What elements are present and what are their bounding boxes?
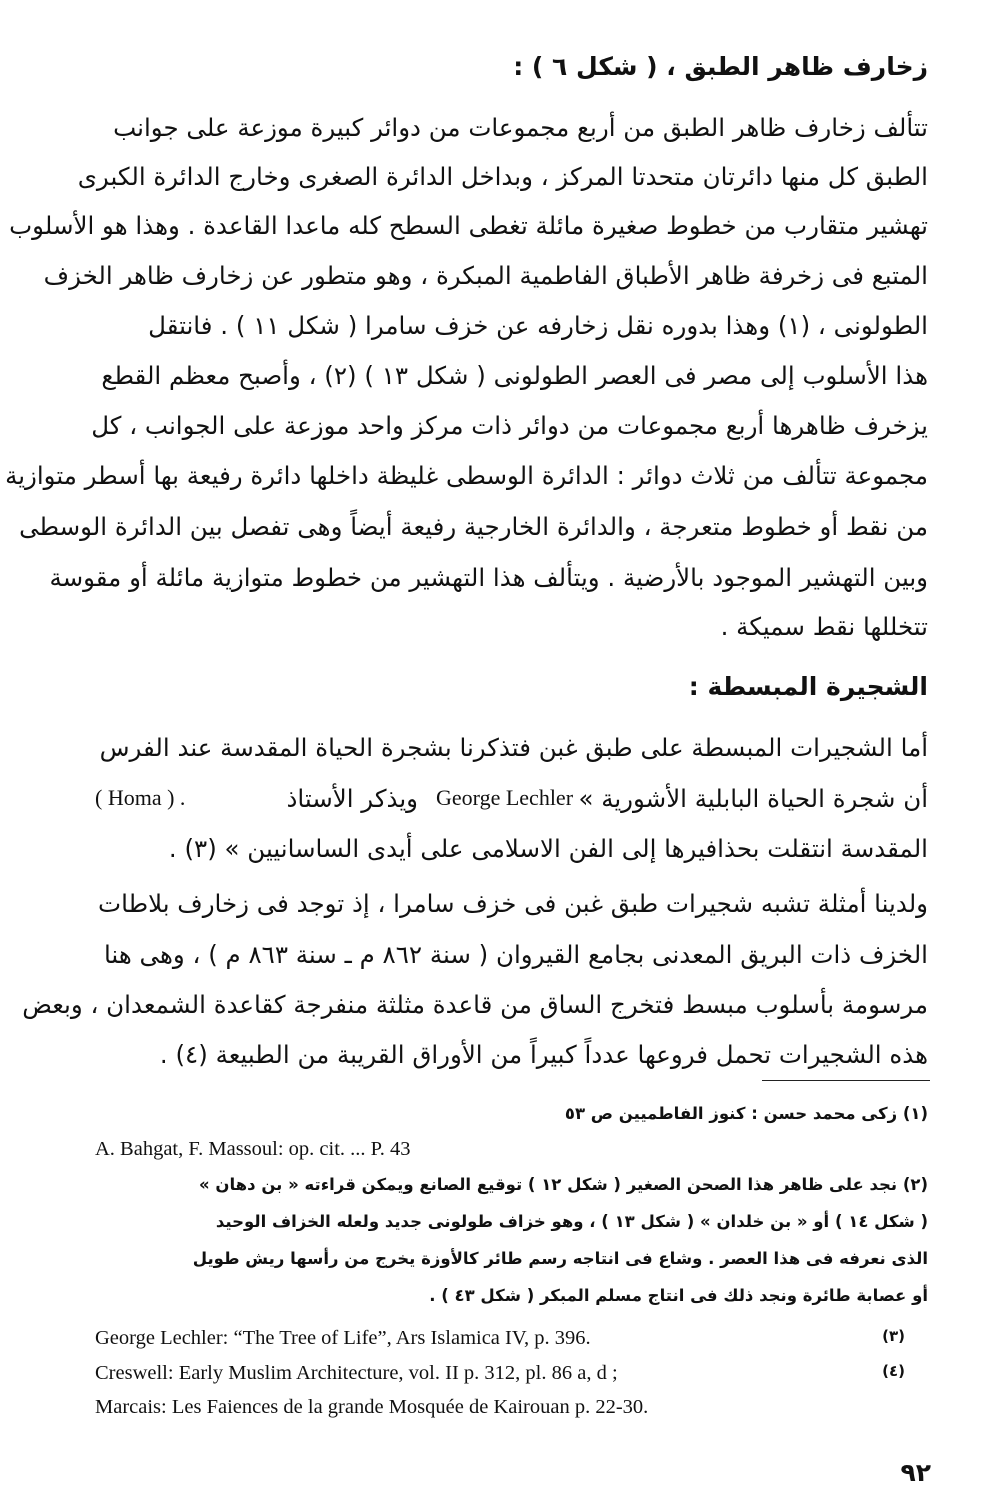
footnote-4-line: Marcais: Les Faiences de la grande Mosquée de Kairouan p. 22-30. bbox=[95, 1396, 649, 1418]
text-line: تتألف زخارف ظاهر الطبق من أربع مجموعات من دوائر كبيرة موزعة على جوانب bbox=[113, 113, 928, 142]
text-line: يزخرف ظاهرها أربع مجموعات من دوائر ذات مركز واحد موزعة على الجوانب ، كل bbox=[91, 411, 928, 440]
text-line: الطبق كل منها دائرتان متحدتا المركز ، وبداخل الدائرة الصغرى وخارج الدائرة الكبرى bbox=[77, 162, 928, 191]
footnote-2-line: (٢) نجد على ظاهر هذا الصحن الصغير ( شكل ١٢ ) توقيع الصانع ويمكن قراءته « بن دهان » bbox=[198, 1175, 928, 1194]
text-line-quote: أن شجرة الحياة البابلية الأشورية » bbox=[578, 784, 928, 813]
footnote-1-latin bbox=[95, 1138, 905, 1161]
text-line: الخزف ذات البريق المعدنى بجامع القيروان ( سنة ٨٦٢ م ـ سنة ٨٦٣ م ) ، وهى هنا bbox=[103, 940, 928, 969]
footnote-4-number: (٤) bbox=[882, 1362, 905, 1380]
footnote-1-latin-text: A. Bahgat, F. Massoul: op. cit. ... P. 43 bbox=[95, 1138, 411, 1160]
text-line: المتبع فى زخرفة ظاهر الأطباق الفاطمية المبكرة ، وهو متطور عن زخارف ظاهر الخزف bbox=[43, 261, 928, 290]
footnote-4-line: Creswell: Early Muslim Architecture, vol. II p. 312, pl. 86 a, d ; bbox=[95, 1362, 618, 1384]
footnote-3 bbox=[95, 1327, 905, 1350]
text-line: مجموعة تتألف من ثلاث دوائر : الدائرة الوسطى غليظة داخلها دائرة رفيعة بها أسطر متوازية bbox=[5, 461, 928, 490]
text-line: هذا الأسلوب إلى مصر فى العصر الطولونى ( شكل ١٣ ) (٢) ، وأصبح معظم القطع bbox=[101, 361, 928, 390]
text-line: تتخللها نقط سميكة . bbox=[720, 612, 928, 641]
text-line: المقدسة انتقلت بحذافيرها إلى الفن الاسلامى على أيدى الساسانيين » (٣) . bbox=[168, 834, 928, 863]
text-line: أما الشجيرات المبسطة على طبق غبن فتذكرنا بشجرة الحياة المقدسة عند الفرس bbox=[99, 733, 928, 762]
footnote-2-line: أو عصابة طائرة ونجد ذلك فى انتاج مسلم المبكر ( شكل ٤٣ ) . bbox=[429, 1286, 928, 1305]
text-line: وبين التهشير الموجود بالأرضية . ويتألف هذا التهشير من خطوط متوازية مائلة أو مقوسة bbox=[49, 563, 928, 592]
text-line: مرسومة بأسلوب مبسط فتخرج الساق من قاعدة مثلثة منفرجة كقاعدة الشمعدان ، وبعض bbox=[22, 990, 928, 1019]
text-line: تهشير متقارب من خطوط صغيرة مائلة تغطى السطح كله ماعدا القاعدة . وهذا هو الأسلوب bbox=[9, 211, 928, 240]
author-name-latin: George Lechler bbox=[436, 785, 574, 810]
text-line: ولدينا أمثلة تشبه شجيرات طبق غبن فى خزف سامرا ، إذ توجد فى زخارف بلاطات bbox=[98, 889, 928, 918]
footnote-3-text: George Lechler: “The Tree of Life”, Ars Islamica IV, p. 396. bbox=[95, 1327, 591, 1349]
footnote-2-line: ( شكل ١٤ ) أو « بن خلدان » ( شكل ١٣ ) ، وهو خزاف طولونى جديد ولعله الخزاف الوحيد bbox=[215, 1212, 928, 1231]
section-heading: زخارف ظاهر الطبق ، ( شكل ٦ ) : bbox=[513, 52, 928, 81]
footnote-4 bbox=[95, 1362, 905, 1385]
page-number: ٩٢ bbox=[900, 1458, 931, 1487]
footnote-3-number: (٣) bbox=[882, 1327, 905, 1345]
footnote-2-line: الذى نعرفه فى هذا العصر . وشاع فى انتاجه رسم طائر كالأوزة يخرج من رأسها ريش طويل bbox=[192, 1249, 928, 1268]
homa-term: ( Homa ) . bbox=[95, 785, 186, 810]
text-line: هذه الشجيرات تحمل فروعها عدداً كبيراً من الأوراق القريبة من الطبيعة (٤) . bbox=[159, 1040, 928, 1069]
footnote-1-arabic: (١) زكى محمد حسن : كنوز الفاطميين ص ٥٣ bbox=[564, 1104, 928, 1123]
text-line: من نقط أو خطوط متعرجة ، والدائرة الخارجية رفيعة أيضاً وهى تفصل بين الدائرة الوسطى bbox=[19, 512, 928, 541]
text-line: الطولونى ، (١) وهذا بدوره نقل زخارفه عن خزف سامرا ( شكل ١١ ) . فانتقل bbox=[148, 311, 928, 340]
section-heading: الشجيرة المبسطة : bbox=[688, 672, 928, 701]
text-line-fragment: ويذكر الأستاذ bbox=[286, 784, 418, 813]
footnote-divider bbox=[762, 1080, 930, 1081]
footnote-4-cont bbox=[95, 1396, 905, 1419]
